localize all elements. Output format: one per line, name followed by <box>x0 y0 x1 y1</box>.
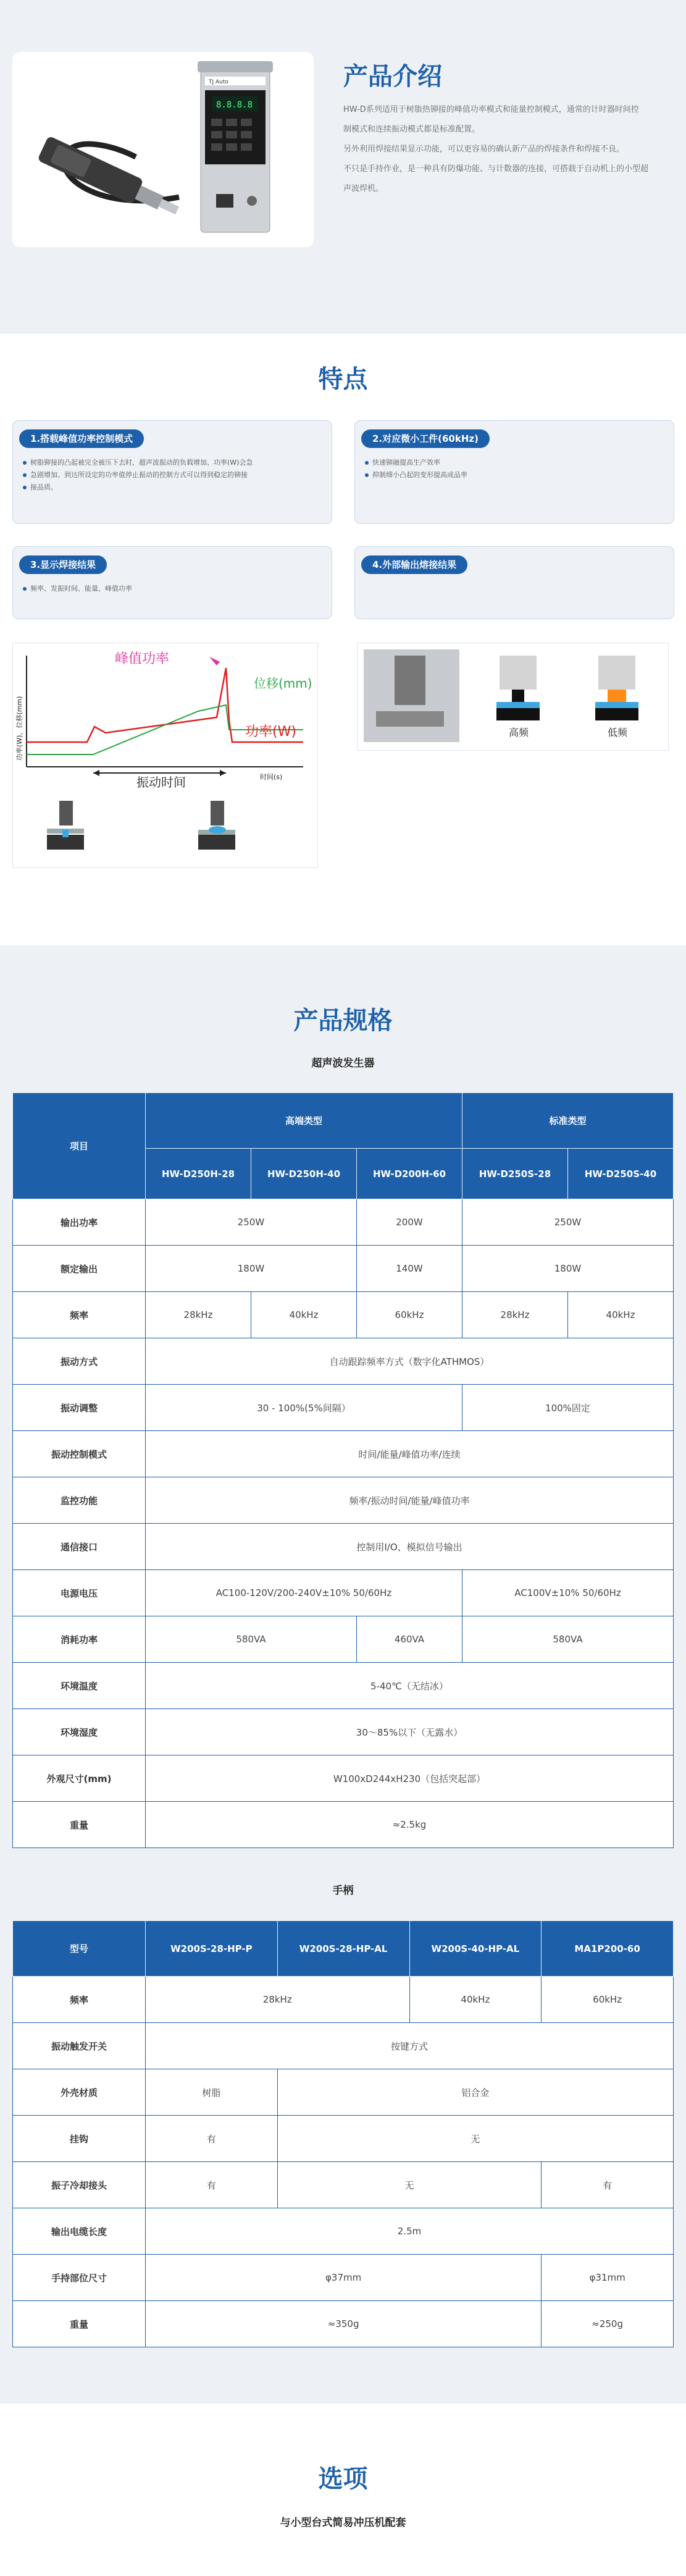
feature-card-1-line: 急剧增加。到达所设定的功率值停止振动的控制方式可以得到稳定的铆接 <box>30 469 248 481</box>
feature-card-2-title: 2.对应微小工件(60kHz) <box>361 429 490 448</box>
row-label: 外观尺寸(mm) <box>13 1755 146 1802</box>
table-cell: 60kHz <box>357 1292 462 1338</box>
table-cell: 树脂 <box>146 2069 278 2116</box>
feature-card-4-title: 4.外部输出熔接结果 <box>361 555 467 574</box>
row-label: 振动方式 <box>13 1338 146 1385</box>
table-cell: 自动跟踪频率方式（数字化ATHMOS） <box>146 1338 674 1385</box>
feature-card-1-title: 1.搭载峰值功率控制模式 <box>19 429 144 448</box>
row-label: 额定输出 <box>13 1246 146 1292</box>
table-cell: 无 <box>277 2162 542 2208</box>
model-header: HW-D250S-40 <box>568 1149 674 1199</box>
table-cell: 140W <box>357 1246 462 1292</box>
feature-card-4 <box>354 546 674 619</box>
table-cell: 180W <box>146 1246 357 1292</box>
table-row <box>13 1570 674 1616</box>
time-label: 时间(s) <box>260 773 283 781</box>
table-row <box>13 1663 674 1709</box>
spec-section <box>0 945 686 2404</box>
intro-paragraph-2: 制模式和连续振动模式都是标准配置。 <box>343 125 480 134</box>
table-row <box>13 1385 674 1431</box>
row-label: 外壳材质 <box>13 2069 146 2116</box>
generator-subtitle: 超声波发生器 <box>311 1057 375 1070</box>
displacement-label: 位移(mm) <box>254 676 312 691</box>
model-header: HW-D250H-40 <box>251 1149 357 1199</box>
feature-card-3-line: 频率、发振时间、能量、峰值功率 <box>30 583 132 595</box>
model-header: HW-D250S-28 <box>462 1149 568 1199</box>
table-cell: 40kHz <box>251 1292 357 1338</box>
table-cell: 无 <box>277 2116 673 2162</box>
table-row <box>13 1246 674 1292</box>
table-cell: AC100-120V/200-240V±10% 50/60Hz <box>146 1570 462 1616</box>
table-cell: 250W <box>146 1199 357 1246</box>
col-header-item: 项目 <box>13 1093 146 1199</box>
row-label: 挂钩 <box>13 2116 146 2162</box>
model-header: MA1P200-60 <box>542 1921 674 1977</box>
table-row <box>13 1524 674 1570</box>
table-cell: 40kHz <box>568 1292 674 1338</box>
feature-card-2-line: 抑制细小凸起的变形提高成品率 <box>372 469 467 481</box>
table-row <box>13 1709 674 1755</box>
table-row <box>13 1292 674 1338</box>
table-cell: 250W <box>462 1199 674 1246</box>
handpiece-spec-table <box>12 1920 674 2347</box>
row-label: 振动控制模式 <box>13 1431 146 1477</box>
table-cell: 580VA <box>146 1616 357 1663</box>
options-section <box>0 2404 686 2576</box>
y-axis-label: 功率(W)，位移(mm) <box>15 696 23 761</box>
row-label: 振动调整 <box>13 1385 146 1431</box>
feature-card-1-line: 接品质。 <box>30 481 57 494</box>
row-label: 振动触发开关 <box>13 2023 146 2069</box>
table-cell: 30 - 100%(5%间隔） <box>146 1385 462 1431</box>
table-cell: AC100V±10% 50/60Hz <box>462 1570 674 1616</box>
table-cell: φ37mm <box>146 2255 542 2301</box>
table-cell: 按键方式 <box>146 2023 674 2069</box>
feature-card-1 <box>12 420 332 524</box>
row-label: 消耗功率 <box>13 1616 146 1663</box>
table-row <box>13 1616 674 1663</box>
feature-card-2 <box>354 420 674 524</box>
feature-card-2-line: 快速铆融提高生产效率 <box>372 457 440 469</box>
peak-power-label: 峰值功率 <box>115 651 170 667</box>
table-row <box>13 2023 674 2069</box>
table-row <box>13 1199 674 1246</box>
power-waveform-diagram <box>12 643 318 868</box>
table-row <box>13 2208 674 2255</box>
features-section <box>0 334 686 945</box>
table-row <box>13 1338 674 1385</box>
table-cell: 控制用I/O、模拟信号输出 <box>146 1524 674 1570</box>
row-label: 重量 <box>13 2301 146 2347</box>
table-cell: 28kHz <box>146 1977 410 2023</box>
table-cell: W100xD244xH230（包括突起部） <box>146 1755 674 1802</box>
generator-spec-table <box>12 1092 674 1848</box>
feature-card-3 <box>12 546 332 619</box>
table-row <box>13 2301 674 2347</box>
table-row <box>13 2162 674 2208</box>
table-cell: 100%固定 <box>462 1385 674 1431</box>
features-title: 特点 <box>318 365 368 394</box>
row-label: 环境湿度 <box>13 1709 146 1755</box>
col-header-model: 型号 <box>13 1921 146 1977</box>
intro-section <box>0 0 686 334</box>
table-cell: ≈2.5kg <box>146 1802 674 1848</box>
table-cell: 时间/能量/峰值功率/连续 <box>146 1431 674 1477</box>
low-freq-label: 低频 <box>608 727 628 738</box>
intro-paragraph-4: 不只是手持作业，是一种具有防爆功能、与计数器的连接，可搭载于自动机上的小型超 <box>343 164 649 174</box>
table-cell: 200W <box>357 1199 462 1246</box>
table-row <box>13 1755 674 1802</box>
table-cell: 60kHz <box>542 1977 674 2023</box>
intro-paragraph-1: HW-D系列适用于树脂热铆接的峰值功率模式和能量控制模式，通常的计时器时间控 <box>343 105 639 114</box>
duration-label: 振动时间 <box>136 775 186 790</box>
table-cell: ≈350g <box>146 2301 542 2347</box>
intro-paragraph-5: 声波焊机。 <box>343 184 384 193</box>
spec-title: 产品规格 <box>293 1007 393 1035</box>
feature-card-3-title: 3.显示焊接结果 <box>19 555 107 574</box>
table-cell: ≈250g <box>542 2301 674 2347</box>
row-label: 频率 <box>13 1977 146 2023</box>
row-label: 环境温度 <box>13 1663 146 1709</box>
intro-title: 产品介绍 <box>343 62 442 91</box>
table-row <box>13 2255 674 2301</box>
device-readout: 8.8.8.8 <box>216 100 253 110</box>
table-cell: 有 <box>146 2162 278 2208</box>
row-label: 频率 <box>13 1292 146 1338</box>
table-cell: 580VA <box>462 1616 674 1663</box>
table-row <box>13 2069 674 2116</box>
row-label: 监控功能 <box>13 1477 146 1524</box>
model-header: W200S-40-HP-AL <box>409 1921 542 1977</box>
table-row <box>13 1431 674 1477</box>
options-subtitle: 与小型台式简易冲压机配套 <box>280 2517 406 2529</box>
table-cell: φ31mm <box>542 2255 674 2301</box>
model-header: HW-D200H-60 <box>357 1149 462 1199</box>
model-header: HW-D250H-28 <box>146 1149 251 1199</box>
row-label: 手持部位尺寸 <box>13 2255 146 2301</box>
row-label: 通信接口 <box>13 1524 146 1570</box>
table-cell: 2.5m <box>146 2208 674 2255</box>
table-cell: 460VA <box>357 1616 462 1663</box>
group-header-standard: 标准类型 <box>462 1093 674 1149</box>
table-row <box>13 1477 674 1524</box>
group-header-high-end: 高端类型 <box>146 1093 462 1149</box>
row-label: 输出功率 <box>13 1199 146 1246</box>
table-row <box>13 2116 674 2162</box>
row-label: 重量 <box>13 1802 146 1848</box>
handpiece-subtitle: 手柄 <box>332 1885 354 1897</box>
high-freq-label: 高频 <box>509 727 529 738</box>
intro-paragraph-3: 另外利用焊接结果显示功能，可以更容易的确认新产品的焊接条件和焊接不良。 <box>343 145 625 154</box>
options-title: 选项 <box>318 2465 368 2493</box>
table-cell: 铝合金 <box>277 2069 673 2116</box>
product-image-card <box>12 52 314 247</box>
product-image <box>12 52 314 247</box>
row-label: 振子冷却接头 <box>13 2162 146 2208</box>
frequency-comparison-image <box>357 643 669 751</box>
device-brand: TJ Auto <box>209 79 228 85</box>
model-header: W200S-28-HP-P <box>146 1921 278 1977</box>
table-cell: 有 <box>146 2116 278 2162</box>
power-label: 功率(W) <box>245 724 296 740</box>
table-cell: 40kHz <box>409 1977 542 2023</box>
table-cell: 180W <box>462 1246 674 1292</box>
table-cell: 有 <box>542 2162 674 2208</box>
table-cell: 5-40℃（无结冰） <box>146 1663 674 1709</box>
feature-card-1-line: 树脂铆接的凸起被完全被压下去时，超声波振动的负载增加、功率(W)会急 <box>30 457 253 469</box>
table-row <box>13 1977 674 2023</box>
table-cell: 28kHz <box>146 1292 251 1338</box>
row-label: 输出电缆长度 <box>13 2208 146 2255</box>
row-label: 电源电压 <box>13 1570 146 1616</box>
model-header: W200S-28-HP-AL <box>277 1921 409 1977</box>
table-cell: 28kHz <box>462 1292 568 1338</box>
table-cell: 30～85%以下（无露水） <box>146 1709 674 1755</box>
table-cell: 频率/振动时间/能量/峰值功率 <box>146 1477 674 1524</box>
table-row <box>13 1802 674 1848</box>
